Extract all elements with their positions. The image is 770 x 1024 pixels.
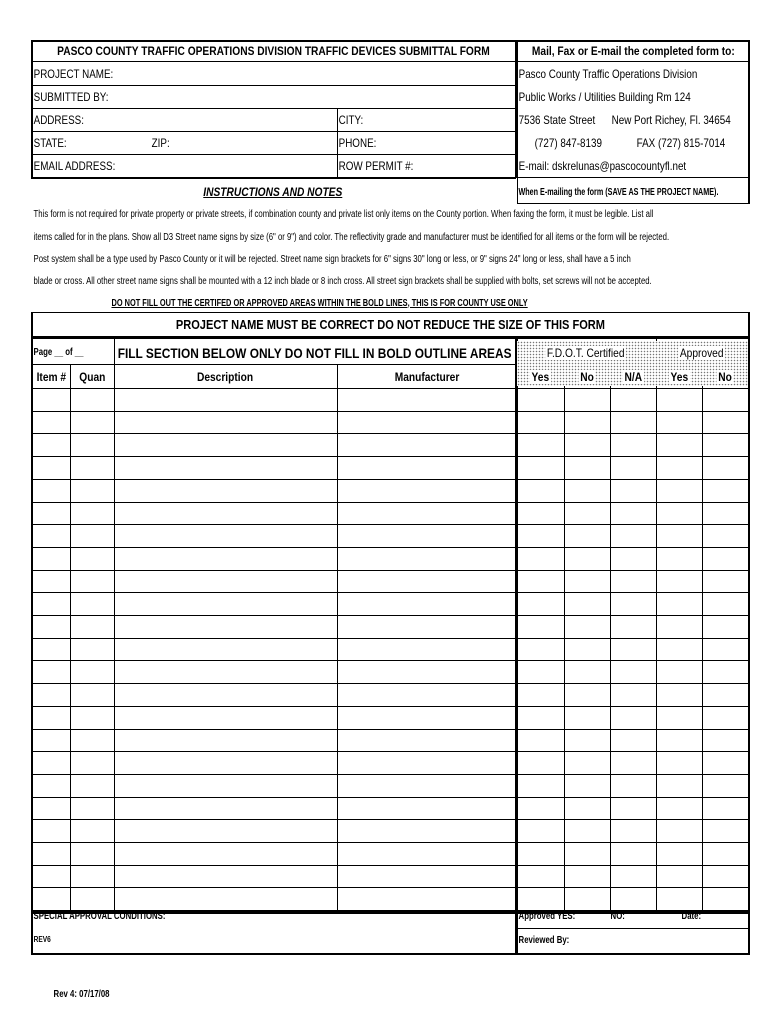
instruction-line-4 [32, 271, 748, 292]
instruction-text-4: blade or cross. All other street name signs shall be mounted with a 12 inch blade or 8 inch cross. All street sign brackets shall be supplied with bolts, set screws will not be accepted. [33, 276, 652, 287]
col-fdot-na-text: N/A [624, 370, 642, 384]
rule-line [31, 336, 750, 339]
contact-line1-text: Pasco County Traffic Operations Division [518, 67, 698, 81]
manufacturer-cell[interactable] [337, 433, 515, 456]
description-cell[interactable] [114, 570, 337, 593]
manufacturer-cell[interactable] [337, 865, 515, 888]
item-cell[interactable] [32, 638, 70, 661]
fill-section-text: FILL SECTION BELOW ONLY DO NOT FILL IN BOLD OUTLINE AREAS [117, 344, 512, 361]
col-manufacturer-text: Manufacturer [394, 370, 460, 384]
approved-no-text: NO: [610, 910, 625, 922]
quan-cell[interactable] [70, 592, 114, 615]
col-fdot-no-header [564, 366, 610, 388]
description-cell[interactable] [114, 615, 337, 638]
description-cell[interactable] [114, 660, 337, 683]
fdot-certified-header [517, 341, 655, 364]
reviewed-by-text: Reviewed By: [518, 934, 570, 946]
item-cell[interactable] [32, 729, 70, 752]
col-approved-no-text: No [718, 370, 732, 384]
description-cell[interactable] [114, 842, 337, 865]
manufacturer-cell[interactable] [337, 570, 515, 593]
instruction-line-3 [32, 249, 748, 270]
col-manufacturer-header [337, 366, 517, 388]
mail-header-text: Mail, Fax or E-mail the completed form to: [531, 44, 735, 58]
rule-line [748, 40, 750, 204]
address-label: ADDRESS: [33, 113, 84, 127]
city-field[interactable] [337, 109, 514, 131]
contact-city-text: New Port Richey, Fl. 34654 [611, 113, 731, 127]
special-approval-line[interactable] [168, 924, 514, 926]
description-cell[interactable] [114, 592, 337, 615]
item-cell[interactable] [32, 388, 70, 411]
manufacturer-cell[interactable] [337, 729, 515, 752]
approval-date-field[interactable] [680, 905, 740, 927]
quan-cell[interactable] [70, 524, 114, 547]
quan-cell[interactable] [70, 683, 114, 706]
zip-label: ZIP: [151, 136, 170, 150]
project-note [32, 313, 748, 335]
rule-line [31, 177, 516, 179]
manufacturer-cell[interactable] [337, 751, 515, 774]
footer-revision [52, 985, 172, 1003]
contact-phone-text: (727) 847-8139 [534, 136, 602, 150]
quan-cell[interactable] [70, 797, 114, 820]
description-cell[interactable] [114, 865, 337, 888]
manufacturer-cell[interactable] [337, 547, 515, 570]
email-note [517, 182, 748, 202]
contact-line2 [517, 86, 748, 108]
quan-cell[interactable] [70, 433, 114, 456]
description-cell[interactable] [114, 456, 337, 479]
item-cell[interactable] [32, 615, 70, 638]
approved-header-text: Approved [680, 345, 724, 360]
item-cell[interactable] [32, 865, 70, 888]
item-cell[interactable] [32, 502, 70, 525]
rule-line [31, 953, 750, 955]
manufacturer-cell[interactable] [337, 638, 515, 661]
manufacturer-cell[interactable] [337, 842, 515, 865]
manufacturer-cell[interactable] [337, 819, 515, 842]
item-cell[interactable] [32, 524, 70, 547]
form-title [32, 41, 514, 61]
do-not-fill-text: DO NOT FILL OUT THE CERTIFED OR APPROVED AREAS WITHIN THE BOLD LINES, THIS IS FOR COUNTY USE ONLY [111, 297, 528, 309]
quan-cell[interactable] [70, 456, 114, 479]
item-cell[interactable] [32, 751, 70, 774]
col-fdot-no-text: No [580, 370, 594, 384]
special-approval-text: SPECIAL APPROVAL CONDITIONS: [33, 910, 166, 922]
description-cell[interactable] [114, 774, 337, 797]
col-description-text: Description [197, 370, 254, 384]
manufacturer-cell[interactable] [337, 615, 515, 638]
description-cell[interactable] [114, 729, 337, 752]
item-cell[interactable] [32, 842, 70, 865]
quan-cell[interactable] [70, 570, 114, 593]
contact-email-text: E-mail: dskrelunas@pascocountyfl.net [518, 159, 687, 173]
do-not-fill-note [110, 294, 560, 312]
special-approval-label [32, 905, 172, 927]
item-cell[interactable] [32, 819, 70, 842]
approved-yes-field[interactable] [517, 905, 607, 927]
instruction-text-1: This form is not required for private property or private streets, if combination county and private list only items on the County portion. When faxing the form, it must be legible. List all [33, 209, 654, 220]
rule-line [517, 177, 750, 178]
col-approved-no-header [702, 366, 748, 388]
rule-line [748, 336, 750, 955]
form-title-text: PASCO COUNTY TRAFFIC OPERATIONS DIVISION TRAFFIC DEVICES SUBMITTAL FORM [56, 44, 490, 58]
item-cell[interactable] [32, 547, 70, 570]
contact-fax [635, 132, 748, 154]
quan-cell[interactable] [70, 706, 114, 729]
contact-line2-text: Public Works / Utilities Building Rm 124 [518, 90, 691, 104]
contact-street-text: 7536 State Street [518, 113, 596, 127]
manufacturer-cell[interactable] [337, 660, 515, 683]
item-cell[interactable] [32, 660, 70, 683]
description-cell[interactable] [114, 547, 337, 570]
instruction-text-3: Post system shall be a type used by Pasco County or it will be rejected. Street name sign brackets for 6" signs 30" long or less, or 9" signs 24" long or less, shall have a 5 inch [33, 254, 631, 265]
description-cell[interactable] [114, 433, 337, 456]
rev-small-label [32, 930, 92, 948]
col-quan-text: Quan [78, 370, 106, 384]
city-label: CITY: [338, 113, 364, 127]
description-cell[interactable] [114, 388, 337, 411]
col-fdot-na-header [610, 366, 656, 388]
manufacturer-cell[interactable] [337, 887, 515, 910]
project-note-text: PROJECT NAME MUST BE CORRECT DO NOT REDUCE THE SIZE OF THIS FORM [175, 316, 605, 332]
instruction-text-2: items called for in the plans. Show all D3 Street name signs by size (6" or 9") and color. The reflectivity grade and manufacturer must be identified for all items or the form will be rejected. [33, 232, 670, 243]
submitted-by-field[interactable] [32, 86, 514, 108]
phone-label: PHONE: [338, 136, 377, 150]
contact-line1 [517, 63, 748, 85]
col-quan-header [70, 366, 114, 388]
manufacturer-cell[interactable] [337, 456, 515, 479]
row-permit-label: ROW PERMIT #: [338, 159, 414, 173]
rule-line [515, 336, 518, 955]
project-name-label: PROJECT NAME: [33, 67, 114, 81]
item-cell[interactable] [32, 570, 70, 593]
contact-email [517, 155, 748, 177]
contact-street [517, 109, 617, 131]
item-cell[interactable] [32, 433, 70, 456]
item-cell[interactable] [32, 683, 70, 706]
row-permit-field[interactable] [337, 155, 514, 177]
manufacturer-cell[interactable] [337, 502, 515, 525]
instructions-title [32, 182, 514, 202]
col-fdot-yes-header [517, 366, 564, 388]
quan-cell[interactable] [70, 774, 114, 797]
description-cell[interactable] [114, 819, 337, 842]
instruction-line-1 [32, 204, 748, 225]
quan-cell[interactable] [70, 411, 114, 434]
manufacturer-cell[interactable] [337, 706, 515, 729]
item-cell[interactable] [32, 774, 70, 797]
email-address-label: EMAIL ADDRESS: [33, 159, 116, 173]
description-cell[interactable] [114, 479, 337, 502]
approval-date-text: Date: [681, 910, 702, 922]
quan-cell[interactable] [70, 819, 114, 842]
manufacturer-cell[interactable] [337, 683, 515, 706]
contact-city [610, 109, 748, 131]
manufacturer-cell[interactable] [337, 797, 515, 820]
contact-phone [533, 132, 633, 154]
quan-cell[interactable] [70, 615, 114, 638]
description-cell[interactable] [114, 638, 337, 661]
quan-cell[interactable] [70, 660, 114, 683]
item-cell[interactable] [32, 592, 70, 615]
quan-cell[interactable] [70, 388, 114, 411]
quan-cell[interactable] [70, 479, 114, 502]
page-of-field[interactable] [32, 341, 114, 364]
approved-no-field[interactable] [609, 905, 659, 927]
col-item-header [32, 366, 70, 388]
col-item-text: Item # [36, 370, 66, 384]
rule-line [31, 61, 516, 62]
quan-cell[interactable] [70, 751, 114, 774]
instruction-line-2 [32, 227, 748, 248]
instructions-title-text: INSTRUCTIONS AND NOTES [203, 185, 343, 199]
project-name-field[interactable] [32, 63, 514, 85]
reviewed-by-field[interactable] [517, 929, 637, 951]
item-cell[interactable] [32, 706, 70, 729]
email-address-field[interactable] [32, 155, 337, 177]
zip-field[interactable] [150, 132, 250, 154]
description-cell[interactable] [114, 411, 337, 434]
quan-cell[interactable] [70, 729, 114, 752]
description-cell[interactable] [114, 706, 337, 729]
rev-small-text: REV6 [33, 934, 51, 944]
fdot-certified-text: F.D.O.T. Certified [547, 345, 625, 360]
page-of-text: Page __ of __ [33, 347, 84, 358]
col-description-header [114, 366, 337, 388]
address-field[interactable] [32, 109, 337, 131]
manufacturer-cell[interactable] [337, 524, 515, 547]
state-field[interactable] [32, 132, 152, 154]
manufacturer-cell[interactable] [337, 479, 515, 502]
col-approved-yes-text: Yes [670, 370, 688, 384]
manufacturer-cell[interactable] [337, 388, 515, 411]
rule-line [656, 336, 657, 910]
quan-cell[interactable] [70, 547, 114, 570]
contact-fax-text: FAX (727) 815-7014 [636, 136, 726, 150]
approved-header [656, 341, 748, 364]
quan-cell[interactable] [70, 502, 114, 525]
item-cell[interactable] [32, 456, 70, 479]
item-cell[interactable] [32, 411, 70, 434]
manufacturer-cell[interactable] [337, 411, 515, 434]
phone-field[interactable] [337, 132, 514, 154]
quan-cell[interactable] [70, 842, 114, 865]
description-cell[interactable] [114, 524, 337, 547]
footer-revision-text: Rev 4: 07/17/08 [53, 988, 110, 1000]
manufacturer-cell[interactable] [337, 774, 515, 797]
fill-section-note [116, 341, 516, 364]
col-fdot-yes-text: Yes [531, 370, 550, 384]
item-cell[interactable] [32, 797, 70, 820]
description-cell[interactable] [114, 683, 337, 706]
description-cell[interactable] [114, 502, 337, 525]
approved-yes-text: Approved YES: [518, 910, 576, 922]
quan-cell[interactable] [70, 638, 114, 661]
state-label: STATE: [33, 136, 67, 150]
description-cell[interactable] [114, 797, 337, 820]
email-note-text: When E-mailing the form (SAVE AS THE PROJECT NAME). [518, 186, 719, 198]
quan-cell[interactable] [70, 865, 114, 888]
manufacturer-cell[interactable] [337, 592, 515, 615]
col-approved-yes-header [656, 366, 702, 388]
rule-line [517, 61, 750, 62]
item-cell[interactable] [32, 479, 70, 502]
description-cell[interactable] [114, 751, 337, 774]
mail-header [518, 41, 748, 61]
submitted-by-label: SUBMITTED BY: [33, 90, 109, 104]
